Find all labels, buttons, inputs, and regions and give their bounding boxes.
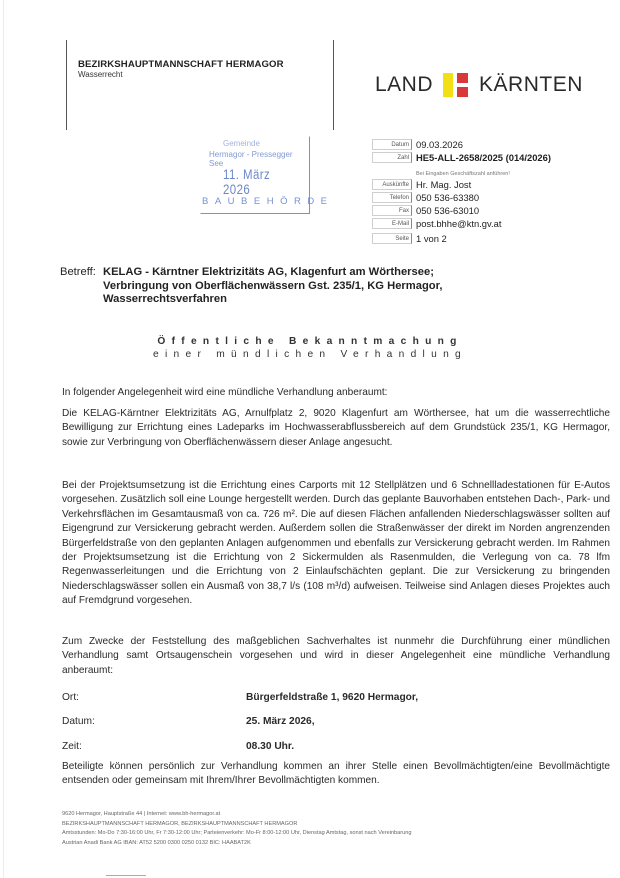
document-title: Öffentliche Bekanntmachung: [157, 336, 463, 347]
meta-label: Fax: [372, 205, 412, 216]
application-paragraph: Die KELAG-Kärntner Elektrizitäts AG, Arnulfplatz 2, 9020 Klagenfurt am Wörthersee, hat um die wasserrechtliche Bewilligung zur Errichtung eines Ladeparks im Hochwasserabflussbereich auf dem Grundstück 235/1, KG Hermagor, sowie zur Verbringung von Oberflächenwässern dieser Anlage angesucht.: [62, 408, 610, 448]
meta-row-fax: [372, 204, 479, 216]
meta-row-auskuenfte: [372, 178, 471, 190]
meta-row-telefon: [372, 191, 479, 203]
footer-line-3: Amtsstunden: Mo-Do 7:30-16:00 Uhr, Fr 7:30-12:00 Uhr; Parteienverkehr: Mo-Fr 8:00-12:00 Uhr, Dienstag Amtstag, sonst nach Vereinbarung: [62, 830, 412, 836]
participants-paragraph: Beteiligte können persönlich zur Verhandlung kommen an ihrer Stelle einen Bevollmächtigten/eine Bevollmächtigte entsenden oder gemeinsam mit Ihrem/Ihrer Bevollmächtigten kommen.: [62, 761, 610, 787]
subject-text: [103, 266, 442, 307]
meta-value-telefon: 050 536-63380: [416, 191, 480, 203]
letter-footer: [62, 810, 411, 848]
received-stamp: [200, 136, 334, 214]
footer-line-2: BEZIRKSHAUPTMANNSCHAFT HERMAGOR, BEZIRKSHAUPTMANNSCHAFT HERMAGOR: [62, 820, 298, 827]
meta-value-auskuenfte: Hr. Mag. Jost: [416, 178, 472, 190]
subject-line-2: Verbringung von Oberflächenwässern Gst. 235/1, KG Hermagor,: [103, 279, 443, 292]
project-description-paragraph: Bei der Projektsumsetzung ist die Errichtung eines Carports mit 12 Stellplätzen und 6 Schnellladestationen für E-Autos vorgesehen. Zusätzlich soll eine Lounge hergestellt werden. Durch das geplante Bauvorhaben entstehen Dach-, Park- und Verkehrsflächen im Gesamtausmaß von ca. 726 m². Die auf diesen Flächen anfallenden Niederschlagswässer sollten auf Eigengrund zur Versickerung gebracht werden. Außerdem sollen die Straßenwässer der direkt im Norden angrenzenden Bürgerfeldstraße von den geplanten Anlagen aufgenommen und ebenfalls zur Versickerung gebracht werden. Im Rahmen der Projektsumsetzung ist die Errichtung von 2 Sickermulden als Rasenmulden, die Verlegung von ca. 78 lfm Regenwasserleitungen und die Errichtung von 2 Einlaufschächten geplant. Die zur Versickerung zu bringenden Niederschlagswässer sollen ein Ausmaß von 38,7 l/s (108 m³/d) aufweisen. Teilweise sind Anlagen dieses Projektes auch auf Fremdgrund vorgesehen.: [62, 480, 610, 607]
page-edge: [3, 0, 4, 878]
meta-value-seite: 1 von 2: [416, 232, 447, 244]
meta-label: Auskünfte: [372, 179, 412, 190]
footer-line-4: Austrian Anadi Bank AG IBAN: AT52 5200 0300 0250 0132 BIC: HAABAT2K: [62, 839, 251, 846]
logo-red-square-top: [457, 73, 468, 83]
logo-text-left: LAND: [375, 73, 434, 96]
meta-value-fax: 050 536-63010: [416, 204, 480, 216]
time-label: Zeit:: [62, 741, 82, 752]
meta-value-email[interactable]: post.bhhe@ktn.gv.at: [416, 217, 502, 229]
meta-row-seite: [372, 232, 447, 244]
intro-paragraph: In folgender Angelegenheit wird eine mündliche Verhandlung anberaumt:: [62, 387, 388, 398]
meta-note: Bei Eingaben Geschäftszahl anführen!: [416, 171, 510, 177]
subject-line-1: KELAG - Kärntner Elektrizitäts AG, Klagenfurt am Wörthersee;: [103, 266, 434, 278]
footer-mark: [106, 875, 146, 876]
hearing-purpose-paragraph: Zum Zwecke der Feststellung des maßgeblichen Sachverhaltes ist nunmehr die Durchführung einer mündlichen Verhandlung samt Ortsaugenschein vorgesehen und wird in dieser Angelegenheit eine mündliche Verhandlung anberaumt:: [62, 636, 610, 676]
meta-value-zahl: HE5-ALL-2658/2025 (014/2026): [416, 151, 551, 163]
subject-line-3: Wasserrechtsverfahren: [103, 293, 227, 305]
meta-row-datum: [372, 138, 463, 150]
stamp-date: 11. März 2026: [223, 167, 271, 197]
meta-row-zahl: [372, 151, 551, 163]
header-frame: [66, 40, 334, 130]
stamp-line-1: Gemeinde: [223, 139, 260, 148]
meta-label: Telefon: [372, 192, 412, 203]
date-value: 25. März 2026,: [246, 716, 315, 727]
footer-line-1: 9620 Hermagor, Hauptstraße 44 | Internet: www.bh-hermagor.at: [62, 811, 221, 817]
stamp-line-2: Hermagor - Pressegger See: [209, 150, 293, 168]
location-label: Ort:: [62, 692, 79, 703]
document-subtitle: einer mündlichen Verhandlung: [152, 349, 468, 360]
time-value: 08.30 Uhr.: [246, 741, 295, 752]
meta-label: E-Mail: [372, 218, 412, 229]
meta-label: Seite: [372, 233, 412, 244]
logo-yellow-bar: [443, 73, 453, 97]
land-kaernten-logo: [375, 70, 583, 100]
stamp-authority: BAUBEHÖRDE: [202, 196, 334, 207]
logo-text-right: KÄRNTEN: [479, 73, 583, 96]
meta-label: Datum: [372, 139, 412, 150]
meta-row-email: [372, 217, 501, 229]
department-name: Wasserrecht: [78, 70, 123, 79]
subject-label: Betreff:: [60, 266, 96, 278]
date-label: Datum:: [62, 716, 95, 727]
location-value: Bürgerfeldstraße 1, 9620 Hermagor,: [246, 692, 419, 703]
organization-name: BEZIRKSHAUPTMANNSCHAFT HERMAGOR: [78, 59, 284, 70]
meta-value-datum: 09.03.2026: [416, 138, 463, 150]
coat-of-arms-icon: [443, 71, 469, 99]
logo-red-square-bottom: [457, 87, 468, 97]
meta-label: Zahl: [372, 152, 412, 163]
